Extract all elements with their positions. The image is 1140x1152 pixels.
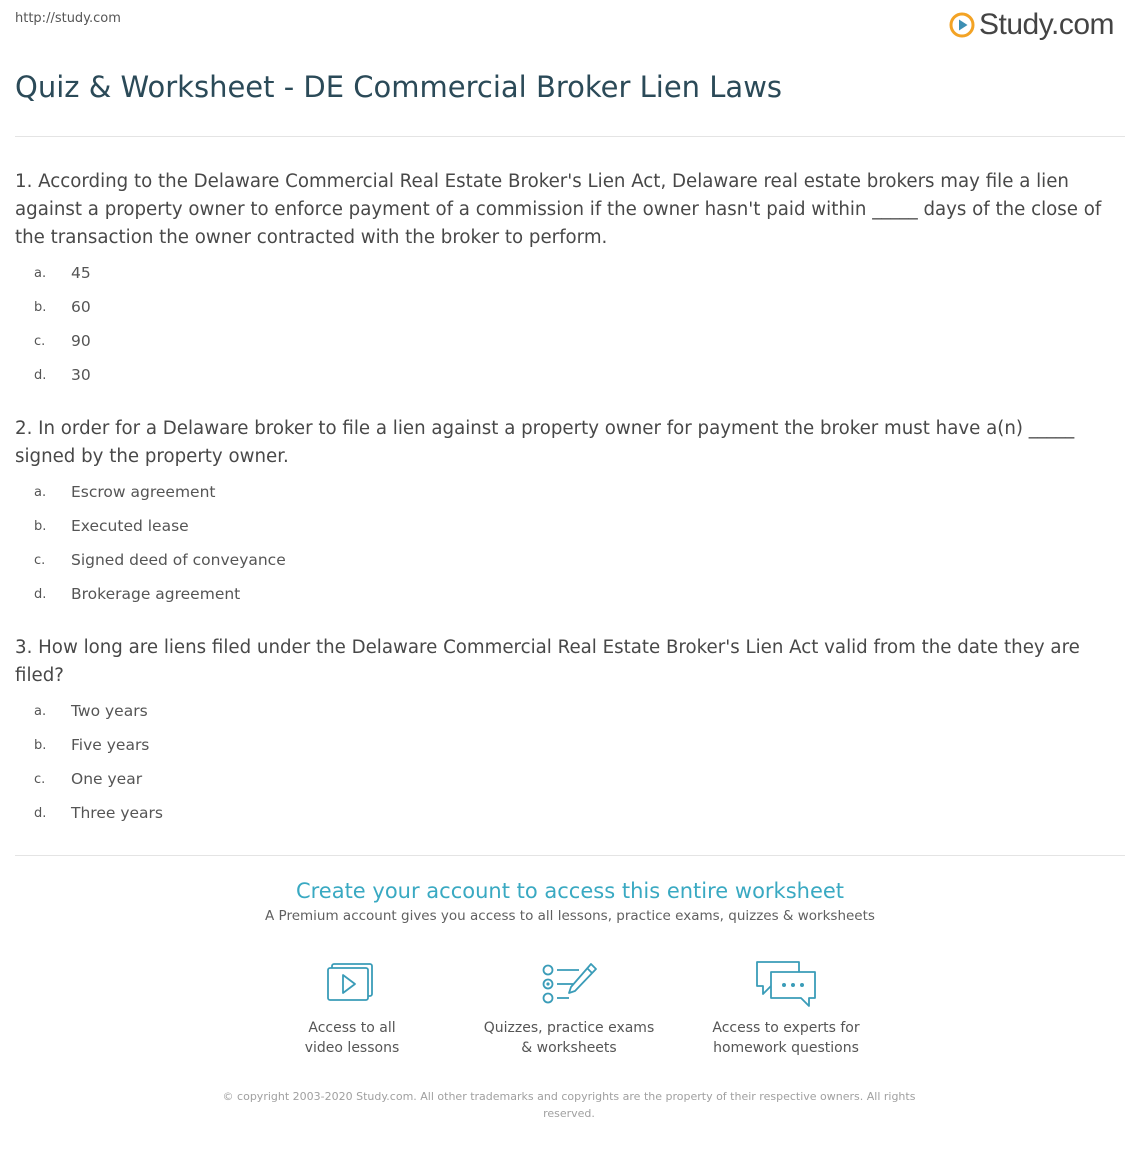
feature-label <box>469 1018 669 1058</box>
feature-experts <box>686 958 886 1058</box>
question-list <box>15 168 1125 853</box>
feature-label-line1: Access to experts for <box>712 1020 860 1036</box>
answer-text: Two years <box>71 702 148 720</box>
answer-letter: b. <box>34 299 47 315</box>
answer-option[interactable] <box>15 290 1125 324</box>
feature-label-line1: Access to all <box>308 1020 396 1036</box>
feature-label-line2: homework questions <box>713 1040 859 1056</box>
answer-letter: b. <box>34 737 47 753</box>
feature-label-line2: video lessons <box>304 1040 400 1056</box>
question-2 <box>15 415 1125 611</box>
question-text: 2. In order for a Delaware broker to file a lien against a property owner for payment the broker must have a(n) _____ signed by the property owner. <box>15 418 1075 467</box>
answer-text: 45 <box>71 264 91 282</box>
page-title: Quiz & Worksheet - DE Commercial Broker Lien Laws <box>15 70 783 104</box>
answer-option[interactable] <box>15 577 1125 611</box>
answer-option[interactable] <box>15 796 1125 830</box>
answer-option[interactable] <box>15 762 1125 796</box>
feature-label <box>252 1018 452 1058</box>
feature-video-lessons <box>252 958 452 1058</box>
video-lessons-icon <box>324 958 380 1010</box>
answer-letter: c. <box>34 771 46 787</box>
answer-option[interactable] <box>15 543 1125 577</box>
answer-letter: d. <box>34 586 47 602</box>
answer-letter: a. <box>34 703 47 719</box>
answer-option[interactable] <box>15 509 1125 543</box>
answer-letter: d. <box>34 805 47 821</box>
site-url-link[interactable]: http://study.com <box>15 11 121 26</box>
feature-label-line1: Quizzes, practice exams <box>483 1020 655 1036</box>
answer-text: 30 <box>71 366 91 384</box>
answer-text: One year <box>71 770 143 788</box>
question-text: 3. How long are liens filed under the Delaware Commercial Real Estate Broker's Lien Act valid from the date they are filed? <box>15 637 1080 686</box>
answer-letter: b. <box>34 518 47 534</box>
answer-option[interactable] <box>15 358 1125 392</box>
feature-label-line2: & worksheets <box>521 1040 617 1056</box>
answer-text: Brokerage agreement <box>71 585 241 603</box>
play-circle-icon <box>949 12 975 38</box>
answer-list <box>15 256 1125 392</box>
answer-option[interactable] <box>15 694 1125 728</box>
answer-option[interactable] <box>15 475 1125 509</box>
header <box>0 0 1140 60</box>
answer-letter: a. <box>34 265 47 281</box>
answer-letter: c. <box>34 552 46 568</box>
copyright-notice: © copyright 2003-2020 Study.com. All other trademarks and copyrights are the property of their respective owners. All rights reserved. <box>222 1090 916 1120</box>
answer-text: Five years <box>71 736 150 754</box>
answer-text: Escrow agreement <box>71 483 216 501</box>
answer-letter: a. <box>34 484 47 500</box>
answer-text: Executed lease <box>71 517 189 535</box>
answer-letter: c. <box>34 333 46 349</box>
answer-text: Three years <box>71 804 163 822</box>
premium-cta <box>0 876 1140 924</box>
answer-option[interactable] <box>15 324 1125 358</box>
answer-option[interactable] <box>15 256 1125 290</box>
feature-quizzes <box>469 958 669 1058</box>
answer-letter: d. <box>34 367 47 383</box>
question-3 <box>15 634 1125 830</box>
answer-text: Signed deed of conveyance <box>71 551 286 569</box>
cta-subtitle: A Premium account gives you access to all lessons, practice exams, quizzes & worksheets <box>265 908 875 924</box>
title-divider <box>15 136 1125 137</box>
study-logo[interactable] <box>949 7 1114 43</box>
answer-option[interactable] <box>15 728 1125 762</box>
answer-list <box>15 694 1125 830</box>
questions-divider <box>15 855 1125 856</box>
question-1 <box>15 168 1125 392</box>
logo-text: Study.com <box>979 8 1114 41</box>
answer-text: 90 <box>71 332 91 350</box>
question-text: 1. According to the Delaware Commercial Real Estate Broker's Lien Act, Delaware real estate brokers may file a lien against a property owner to enforce payment of a commission if the owner hasn't paid within _____ days of the close of the transaction the owner contracted with the broker to perform. <box>15 171 1102 248</box>
answer-text: 60 <box>71 298 91 316</box>
create-account-link[interactable]: Create your account to access this entire worksheet <box>295 879 845 903</box>
chat-bubbles-icon <box>753 958 819 1010</box>
feature-label <box>686 1018 886 1058</box>
quiz-checklist-icon <box>539 958 599 1010</box>
answer-list <box>15 475 1125 611</box>
